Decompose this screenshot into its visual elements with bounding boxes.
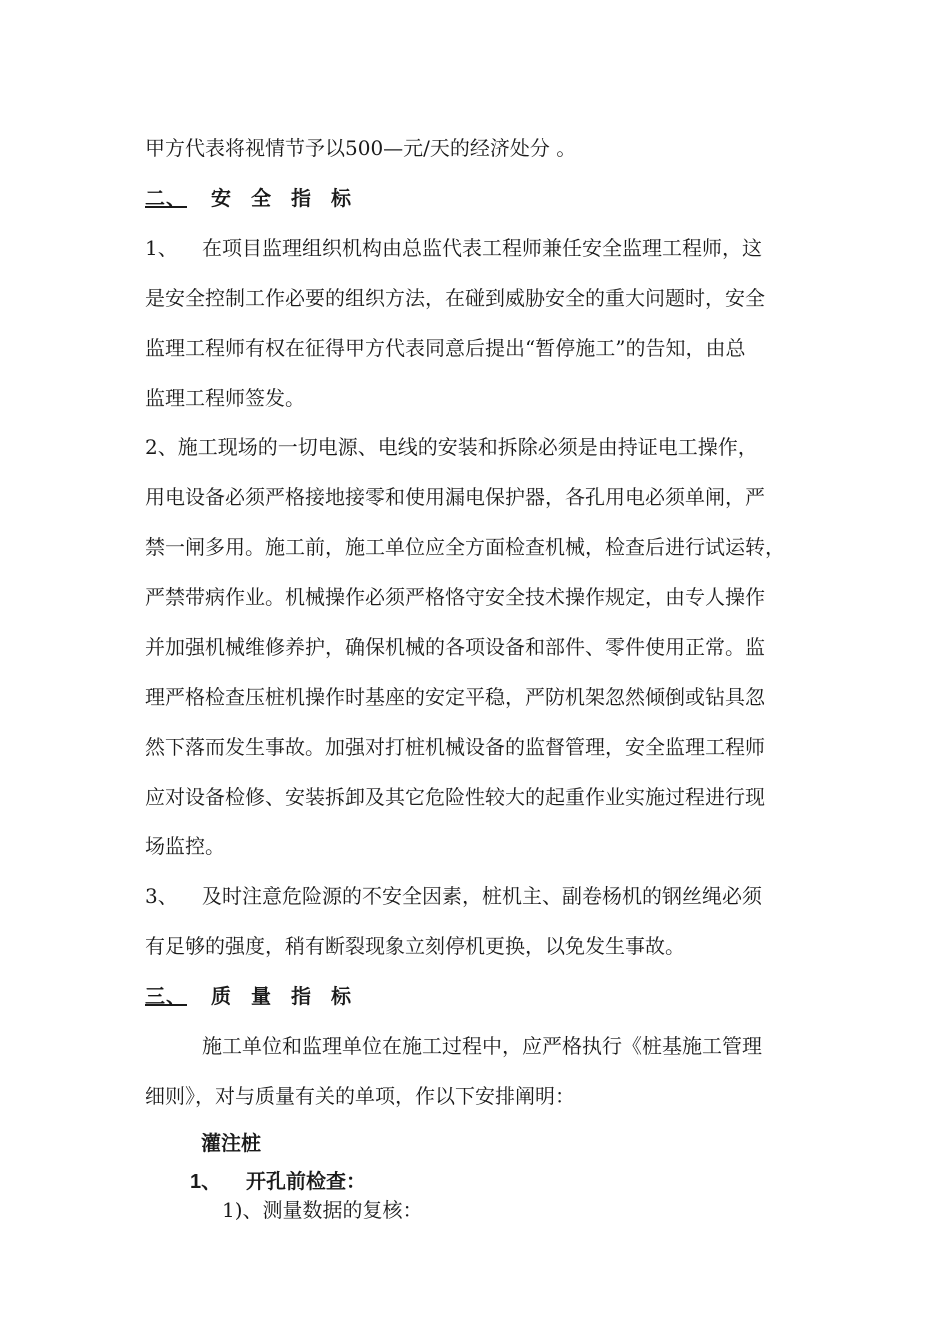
paragraph-line: 细则》，对与质量有关的单项，作以下安排阐明： xyxy=(145,1084,575,1108)
subheading-number: 1、 xyxy=(190,1171,222,1193)
item-number: 3、 xyxy=(145,884,178,908)
item-number: 1、 xyxy=(145,236,178,260)
paragraph-line: 然下落而发生事故。加强对打桩机械设备的监督管理，安全监理工程师 xyxy=(145,735,765,759)
paragraph-line: 并加强机械维修养护，确保机械的各项设备和部件、零件使用正常。监 xyxy=(145,635,765,659)
paragraph-line: 理严格检查压桩机操作时基座的安定平稳，严防机架忽然倾倒或钻具忽 xyxy=(145,685,765,709)
paragraph-line: 应对设备检修、安装拆卸及其它危险性较大的起重作业实施过程进行现 xyxy=(145,785,765,809)
subheading-precheck xyxy=(190,1168,366,1196)
section-heading-quality xyxy=(145,982,371,1010)
paragraph-line: 有足够的强度，稍有断裂现象立刻停机更换，以免发生事故。 xyxy=(145,934,685,958)
subheading-title: 开孔前检查： xyxy=(246,1171,366,1193)
paragraph-line: 用电设备必须严格接地接零和使用漏电保护器，各孔用电必须单闸，严 xyxy=(145,485,765,509)
section-heading-safety xyxy=(145,184,371,212)
list-item-3 xyxy=(145,882,762,910)
section-number: 三、 xyxy=(145,984,187,1008)
paragraph-line: 是安全控制工作必要的组织方法，在碰到威胁安全的重大问题时，安全 xyxy=(145,286,765,310)
paragraph-line: 严禁带病作业。机械操作必须严格恪守安全技术操作规定，由专人操作 xyxy=(145,585,765,609)
sub-item-survey: 1)、测量数据的复核： xyxy=(222,1198,423,1222)
paragraph-line: 2、施工现场的一切电源、电线的安装和拆除必须是由持证电工操作， xyxy=(145,435,758,459)
paragraph-line: 场监控。 xyxy=(145,834,225,858)
section-title: 质量指标 xyxy=(211,984,371,1008)
paragraph-line: 甲方代表将视情节予以500—元/天的经济处分 。 xyxy=(145,136,577,160)
section-number: 二、 xyxy=(145,186,187,210)
paragraph-line: 监理工程师签发。 xyxy=(145,386,305,410)
section-title: 安全指标 xyxy=(211,186,371,210)
item-text: 在项目监理组织机构由总监代表工程师兼任安全监理工程师，这 xyxy=(202,236,762,260)
paragraph-line: 施工单位和监理单位在施工过程中，应严格执行《桩基施工管理 xyxy=(202,1034,762,1058)
subheading-pile: 灌注桩 xyxy=(201,1133,261,1155)
paragraph-line: 禁一闸多用。施工前，施工单位应全方面检查机械，检查后进行试运转， xyxy=(145,535,785,559)
item-text: 及时注意危险源的不安全因素，桩机主、副卷杨机的钢丝绳必须 xyxy=(202,884,762,908)
paragraph-line: 监理工程师有权在征得甲方代表同意后提出“暂停施工”的告知，由总 xyxy=(145,336,746,360)
list-item-1 xyxy=(145,234,762,262)
